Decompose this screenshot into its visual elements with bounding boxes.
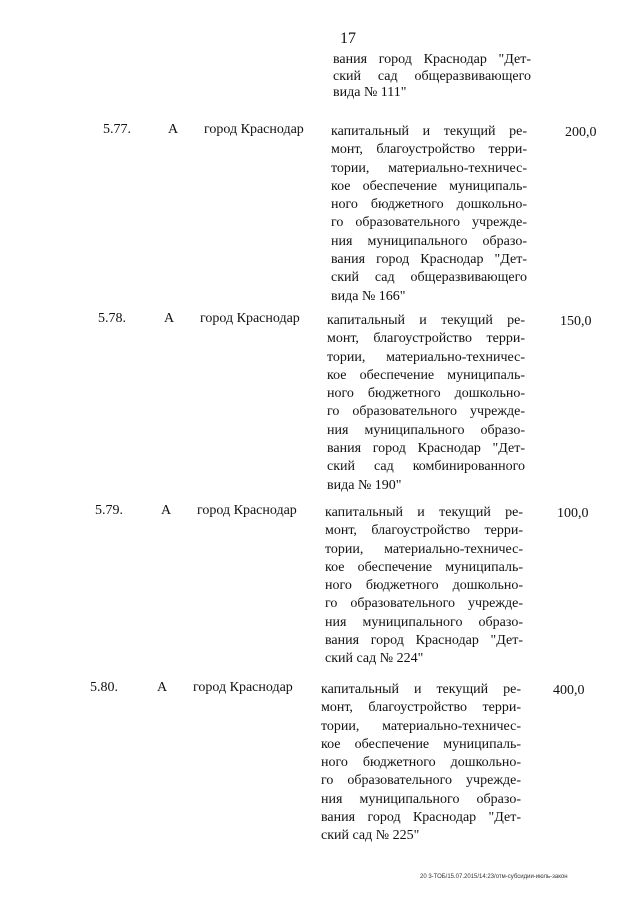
description-line: вания город Краснодар "Дет- [325,633,523,649]
description-line: капитальный и текущий ре- [325,505,523,520]
description-line: вида № 166" [331,288,406,304]
description-line: ного бюджетного дошкольно- [325,578,523,594]
description-line: ного бюджетного дошкольно- [327,386,525,402]
description-line: кое обеспечение муниципаль- [321,736,521,752]
description-line: кое обеспечение муниципаль- [325,559,523,575]
continuation-line: вания город Краснодар "Дет- [333,52,531,67]
description-line: тории, материально-техничес- [327,349,525,365]
description-line: го образовательного учрежде- [327,404,525,420]
continuation-line: ский сад общеразвивающего [333,68,531,84]
row-city: город Краснодар [200,311,300,326]
description-line: ния муниципального образо- [325,614,523,630]
description-line: ский сад комбинированного [327,459,525,475]
description-line: вания город Краснодар "Дет- [321,810,521,826]
row-description [331,123,527,306]
row-description [321,681,521,846]
description-line: ния муниципального образо- [327,422,525,438]
row-amount: 100,0 [557,506,589,521]
row-amount: 400,0 [553,683,585,698]
description-line: ного бюджетного дошкольно- [321,755,521,771]
description-line: вания город Краснодар "Дет- [327,441,525,457]
row-city: город Краснодар [204,122,304,137]
description-line: капитальный и текущий ре- [331,124,527,139]
description-line: ский сад № 225" [321,828,420,844]
description-line: тории, материально-техничес- [325,541,523,557]
description-line: ский сад общеразвивающего [331,270,527,286]
row-letter: А [161,503,172,518]
description-line: ский сад № 224" [325,651,424,667]
row-number: 5.78. [98,311,126,326]
row-number: 5.80. [90,680,118,695]
row-number: 5.79. [95,503,123,518]
description-line: го образовательного учрежде- [321,773,521,789]
description-line: монт, благоустройство терри- [321,700,521,716]
description-line: ния муниципального образо- [331,233,527,249]
row-number: 5.77. [103,122,131,137]
row-amount: 200,0 [565,125,597,140]
footer-code: 20 3-ТОБ/15.07.2015/14:23/отм-субсидии-июль-закон [420,874,568,880]
description-line: го образовательного учрежде- [331,215,527,231]
description-line: капитальный и текущий ре- [321,682,521,697]
row-amount: 150,0 [560,314,592,329]
row-letter: А [164,311,175,326]
page-number: 17 [340,30,356,47]
description-line: кое обеспечение муниципаль- [327,367,525,383]
description-line: вания город Краснодар "Дет- [331,252,527,268]
row-city: город Краснодар [197,503,297,518]
description-line: тории, материально-техничес- [331,160,527,176]
description-line: вида № 190" [327,477,402,493]
description-line: монт, благоустройство терри- [331,142,527,158]
row-description [327,312,525,495]
description-line: ния муниципального образо- [321,791,521,807]
description-line: ного бюджетного дошкольно- [331,197,527,213]
description-line: го образовательного учрежде- [325,596,523,612]
description-line: тории, материально-техничес- [321,718,521,734]
description-line: монт, благоустройство терри- [325,523,523,539]
row-letter: А [157,680,168,695]
description-line: капитальный и текущий ре- [327,313,525,328]
description-line: кое обеспечение муниципаль- [331,178,527,194]
row-description [325,504,523,669]
row-city: город Краснодар [193,680,293,695]
description-line: монт, благоустройство терри- [327,331,525,347]
continuation-text [333,52,531,102]
continuation-line: вида № 111" [333,85,407,101]
row-letter: А [168,122,179,137]
